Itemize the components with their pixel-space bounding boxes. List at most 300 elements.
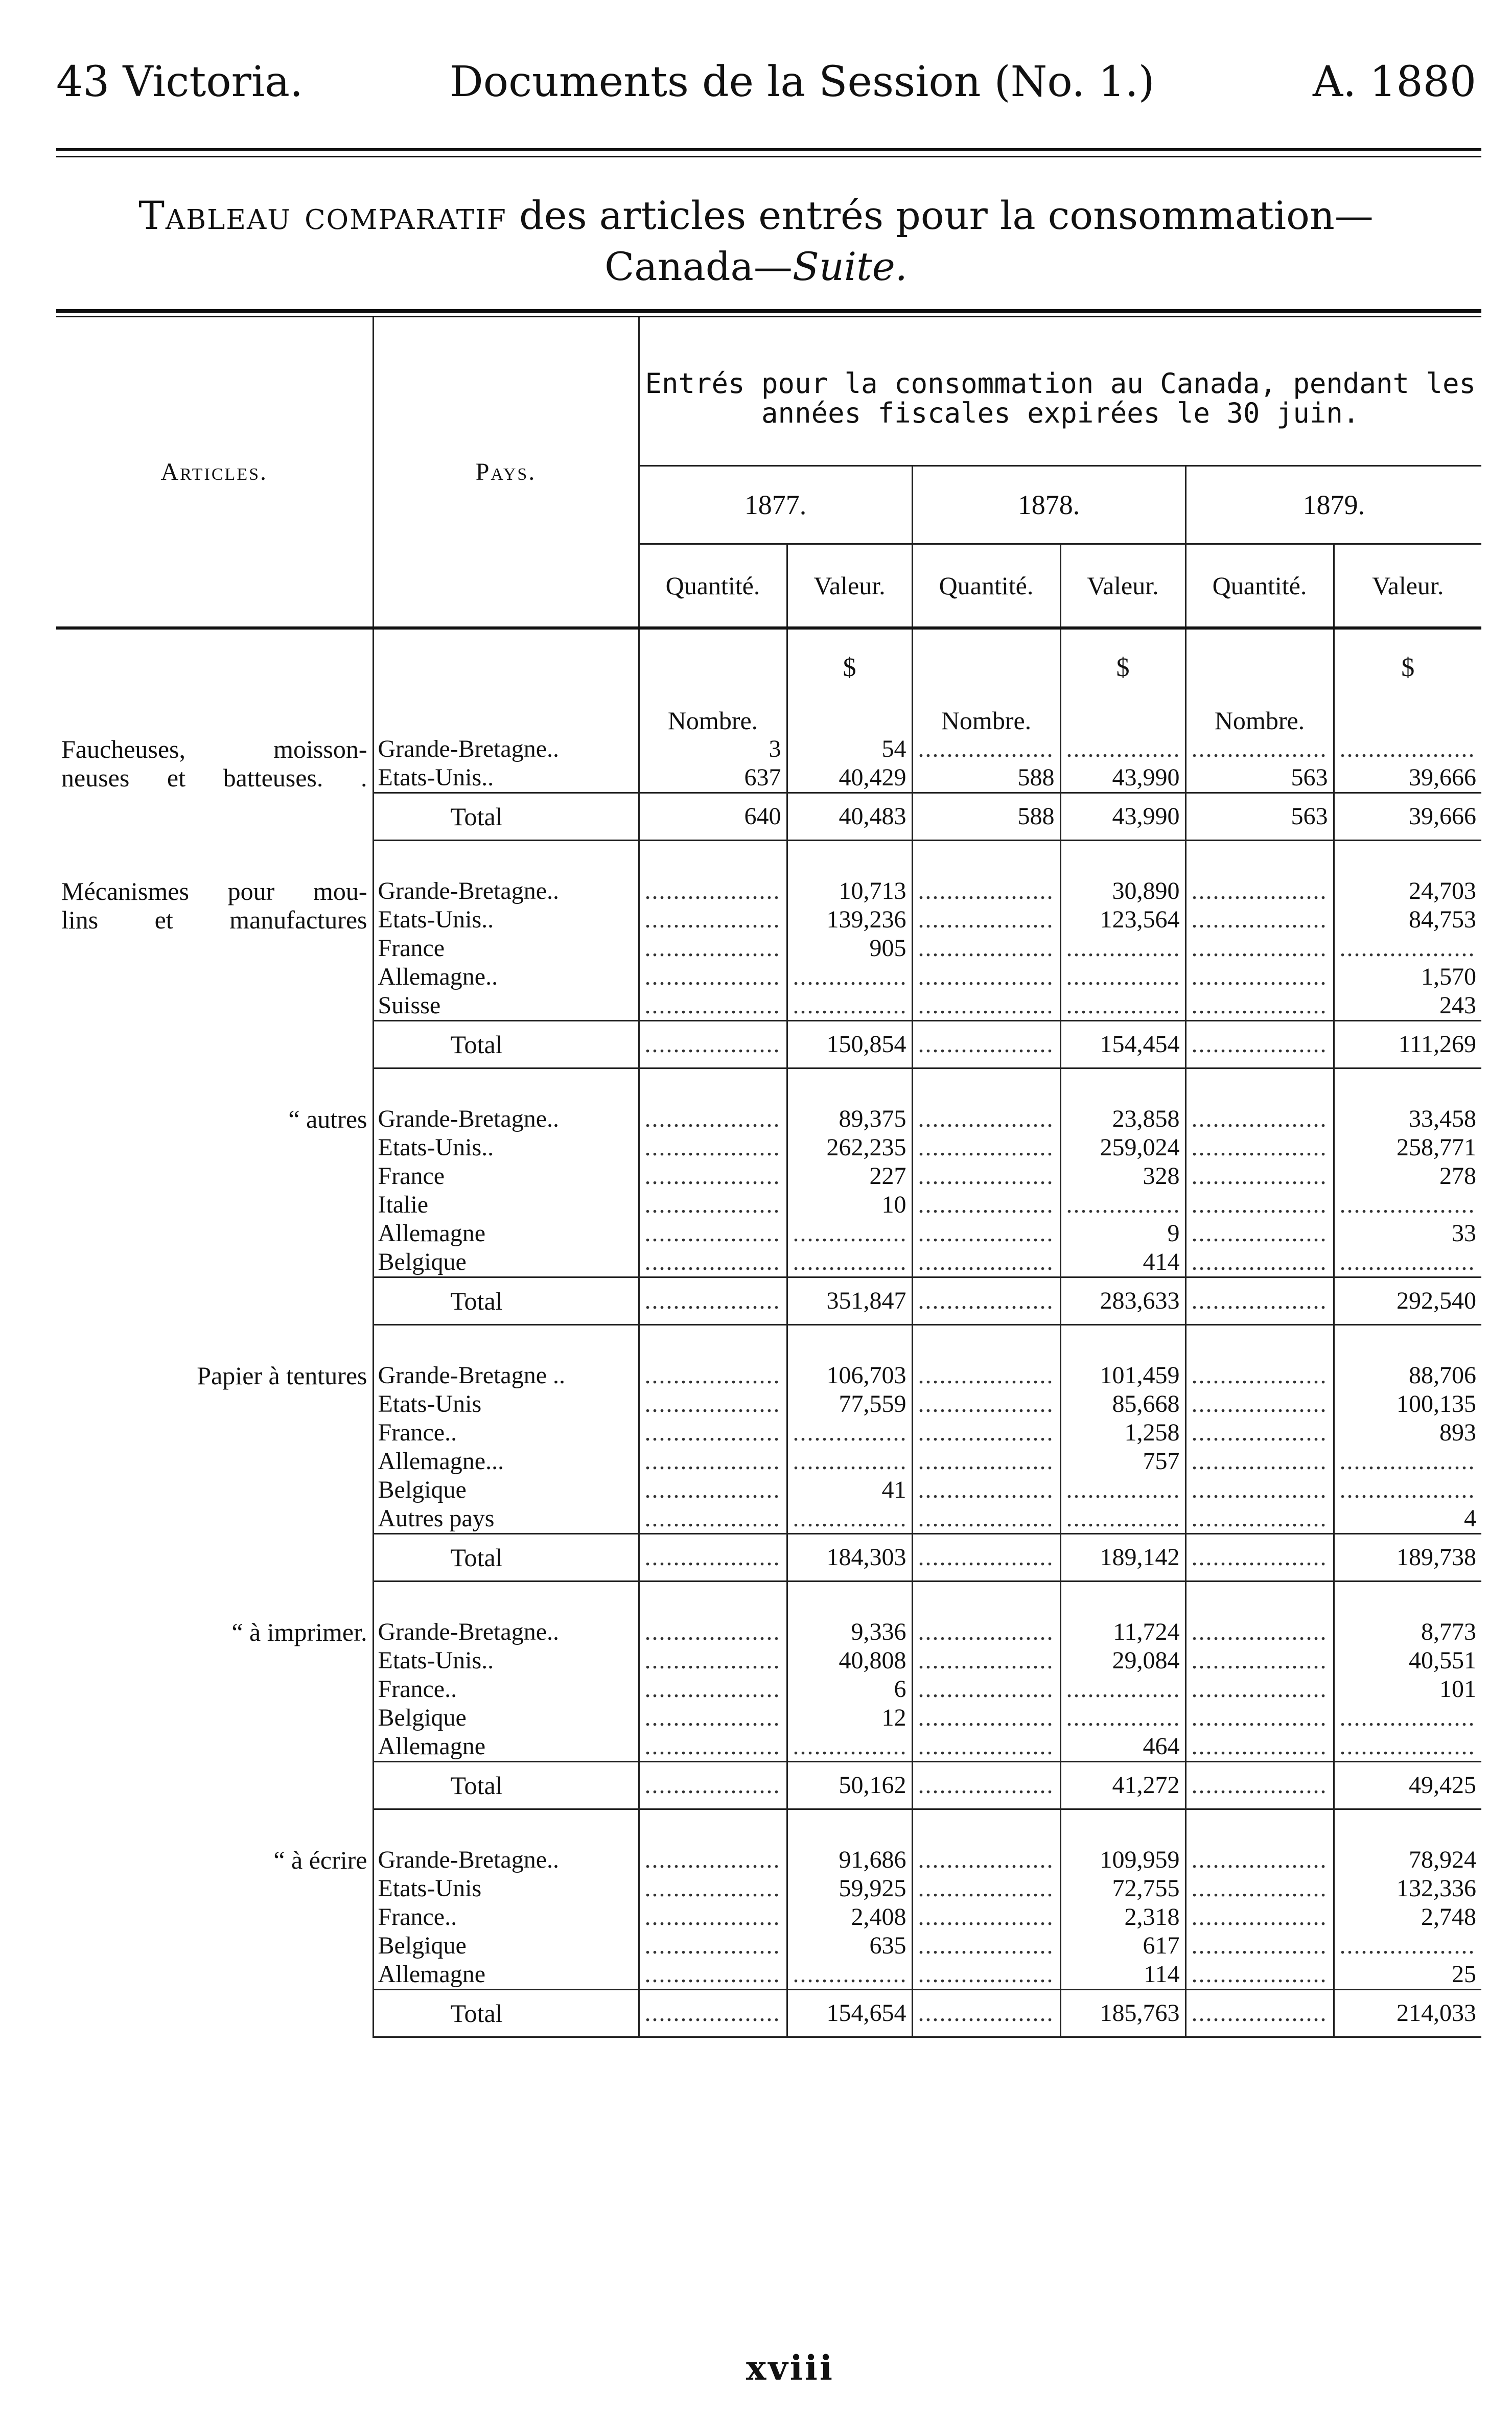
value: 243 (1439, 992, 1476, 1019)
value-cell-v1878 (1060, 1361, 1185, 1534)
value: 114 (1144, 1961, 1180, 1988)
total-cell-q1878 (912, 1990, 1060, 2037)
leader-dots (1187, 1390, 1328, 1418)
nombre-cell-v1878 (1060, 706, 1185, 735)
value: 101 (1439, 1676, 1476, 1703)
total-cell-v1879: 111,269 (1334, 1021, 1481, 1068)
total-label: Total (373, 1277, 639, 1325)
leader-dots (1187, 1447, 1328, 1476)
value-cell-q1879 (1185, 1618, 1334, 1762)
value: 2,408 (851, 1903, 906, 1930)
leader-dots (913, 1287, 1055, 1315)
leader-dots (913, 1618, 1055, 1646)
value: 1,570 (1421, 963, 1476, 990)
leader-dots (1187, 1903, 1328, 1932)
spacer-cell (56, 1068, 373, 1105)
page-number: xviii (746, 2348, 834, 2388)
value: 4 (1464, 1505, 1476, 1532)
leader-dots (1187, 905, 1328, 934)
nombre-cell-q1879: Nombre. (1185, 706, 1334, 735)
spacer-cell (1185, 1325, 1334, 1362)
value: 9 (1167, 1220, 1180, 1247)
value: 262,235 (826, 1134, 906, 1161)
value: 40,808 (839, 1647, 906, 1674)
total-cell-v1877: 50,162 (787, 1762, 912, 1809)
spacer-cell (912, 1325, 1060, 1362)
leader-dots (1061, 991, 1180, 1020)
leader-dots (1187, 1248, 1328, 1276)
country-list (373, 1846, 639, 1990)
leader-dots (913, 1476, 1055, 1504)
leader-dots (1187, 1543, 1328, 1572)
value: 1,258 (1124, 1419, 1180, 1446)
leader-dots (913, 1030, 1055, 1059)
value: 905 (869, 935, 906, 962)
leader-dots (640, 1846, 781, 1874)
article-line: neuses et batteuses. . (61, 763, 367, 792)
value: 8,773 (1421, 1618, 1476, 1645)
leader-dots (913, 934, 1055, 963)
leader-dots (1187, 1874, 1328, 1903)
leader-dots (1335, 1248, 1477, 1276)
value-cell-q1877 (639, 1105, 787, 1277)
leader-dots (640, 1675, 781, 1704)
value-cell-q1878 (912, 877, 1060, 1021)
country-name: Etats-Unis.. (378, 764, 494, 791)
leader-dots (1187, 1932, 1328, 1960)
spacer-cell (373, 1809, 639, 1846)
value: 41 (881, 1476, 906, 1503)
value-cell-v1879 (1334, 735, 1481, 793)
spacer-cell (373, 1581, 639, 1618)
spacer-cell (912, 1581, 1060, 1618)
value: 59,925 (839, 1875, 906, 1902)
spacer-row (56, 1068, 1481, 1105)
value: 464 (1143, 1733, 1180, 1760)
country-name: Grande-Bretagne.. (378, 1846, 559, 1873)
value: 617 (1143, 1932, 1180, 1959)
spacer-cell (787, 1325, 912, 1362)
leader-dots (1187, 1675, 1328, 1704)
country-name: Allemagne (378, 1733, 486, 1760)
leader-dots (913, 1418, 1055, 1447)
total-cell-q1877: 640 (639, 793, 787, 841)
country-list (373, 735, 639, 793)
country-name: France (378, 1162, 445, 1190)
value: 139,236 (826, 906, 906, 933)
value-cell-q1878 (912, 1105, 1060, 1277)
country-name: Allemagne... (378, 1448, 504, 1475)
leader-dots (1187, 1999, 1328, 2028)
leader-dots (1187, 735, 1328, 763)
leader-dots (1335, 1704, 1477, 1732)
spacer-row (56, 841, 1481, 877)
leader-dots (913, 1874, 1055, 1903)
leader-dots (640, 1960, 781, 1989)
value-cell-q1878 (912, 1361, 1060, 1534)
value: 72,755 (1112, 1875, 1180, 1902)
section-row (56, 877, 1481, 1021)
value: 132,336 (1397, 1875, 1476, 1902)
value-cell-v1879 (1334, 1846, 1481, 1990)
article-line: “ à écrire (273, 1846, 367, 1874)
country-name: Suisse (378, 992, 441, 1019)
value: 258,771 (1397, 1134, 1476, 1161)
title-suite: Suite. (792, 244, 908, 289)
country-list (373, 1618, 639, 1762)
leader-dots (913, 1675, 1055, 1704)
leader-dots (913, 1162, 1055, 1191)
total-row (56, 1762, 1481, 1809)
total-cell-q1879: 563 (1185, 793, 1334, 841)
leader-dots (640, 963, 781, 991)
total-row (56, 1021, 1481, 1068)
value: 10,713 (839, 877, 906, 904)
country-name: Autres pays (378, 1505, 495, 1532)
value-cell-v1878 (1060, 1618, 1185, 1762)
country-name: Etats-Unis (378, 1390, 482, 1417)
comparison-table-wrap (56, 317, 1481, 2038)
value-cell-v1878 (1060, 735, 1185, 793)
spacer-cell (639, 1809, 787, 1846)
leader-dots (913, 1447, 1055, 1476)
value: 12 (881, 1704, 906, 1731)
value: 637 (744, 764, 781, 791)
leader-dots (1187, 1504, 1328, 1533)
leader-dots (640, 1704, 781, 1732)
leader-dots (913, 1390, 1055, 1418)
leader-dots (913, 1999, 1055, 2028)
leader-dots (788, 1504, 906, 1533)
spacer-cell (373, 841, 639, 877)
value-cell-q1877 (639, 1846, 787, 1990)
spacer-cell (1185, 1068, 1334, 1105)
title-rule-thick (56, 309, 1481, 313)
sym-empty-q1877 (639, 628, 787, 706)
article-line: “ à imprimer. (231, 1618, 367, 1646)
spacer-row (56, 1809, 1481, 1846)
spacer-cell (1060, 1809, 1185, 1846)
leader-dots (1061, 963, 1180, 991)
total-empty-art (56, 1762, 373, 1809)
leader-dots (788, 1447, 906, 1476)
total-empty-art (56, 793, 373, 841)
leader-dots (913, 1191, 1055, 1219)
total-cell-v1878: 189,142 (1060, 1534, 1185, 1581)
total-label: Total (373, 1762, 639, 1809)
value-cell-v1879 (1334, 1618, 1481, 1762)
value: 106,703 (826, 1362, 906, 1389)
spacer-cell (912, 1809, 1060, 1846)
leader-dots (640, 1932, 781, 1960)
value: 29,084 (1112, 1647, 1180, 1674)
spacer-row (56, 1325, 1481, 1362)
leader-dots (1187, 963, 1328, 991)
entres-header: Entrés pour la consommation au Canada, pendant les années fiscales expirées le 30 juin. (639, 317, 1481, 466)
total-cell-v1877: 184,303 (787, 1534, 912, 1581)
spacer-cell (1060, 1325, 1185, 1362)
value: 414 (1143, 1248, 1180, 1275)
value-cell-v1878 (1060, 877, 1185, 1021)
leader-dots (640, 1287, 781, 1315)
value-cell-v1878 (1060, 1105, 1185, 1277)
article-label (56, 1105, 373, 1277)
leader-dots (788, 991, 906, 1020)
total-cell-q1879 (1185, 1762, 1334, 1809)
leader-dots (640, 1618, 781, 1646)
value: 77,559 (839, 1390, 906, 1417)
total-cell-q1878 (912, 1534, 1060, 1581)
total-cell-v1879: 292,540 (1334, 1277, 1481, 1325)
spacer-cell (1334, 1809, 1481, 1846)
col-pays: Pays. (373, 317, 639, 628)
leader-dots (788, 1960, 906, 1989)
total-cell-v1879: 214,033 (1334, 1990, 1481, 2037)
total-cell-q1879 (1185, 1990, 1334, 2037)
value: 85,668 (1112, 1390, 1180, 1417)
leader-dots (640, 905, 781, 934)
country-name: France.. (378, 1903, 457, 1930)
spacer-cell (787, 841, 912, 877)
leader-dots (788, 1219, 906, 1248)
total-row (56, 1277, 1481, 1325)
value: 54 (881, 735, 906, 762)
country-name: Etats-Unis.. (378, 906, 494, 933)
article-label (56, 1846, 373, 1990)
leader-dots (788, 963, 906, 991)
total-cell-q1879 (1185, 1277, 1334, 1325)
page-title (0, 190, 1512, 292)
leader-dots (1061, 934, 1180, 963)
leader-dots (788, 1248, 906, 1276)
spacer-cell (56, 1809, 373, 1846)
value: 123,564 (1100, 906, 1180, 933)
value: 23,858 (1112, 1105, 1180, 1132)
total-cell-v1879: 49,425 (1334, 1762, 1481, 1809)
country-name: France (378, 935, 445, 962)
leader-dots (1187, 1287, 1328, 1315)
value: 6 (894, 1676, 906, 1703)
col-quantite-1879: Quantité. (1185, 544, 1334, 629)
col-articles: Articles. (56, 317, 373, 628)
leader-dots (640, 1133, 781, 1162)
leader-dots (913, 1248, 1055, 1276)
value-cell-v1879 (1334, 877, 1481, 1021)
leader-dots (1061, 1675, 1180, 1704)
spacer-cell (639, 841, 787, 877)
leader-dots (913, 1219, 1055, 1248)
value: 588 (1017, 764, 1055, 791)
leader-dots (913, 1960, 1055, 1989)
value: 88,706 (1409, 1362, 1476, 1389)
leader-dots (640, 1732, 781, 1761)
spacer-cell (1060, 1581, 1185, 1618)
value-cell-q1878 (912, 1618, 1060, 1762)
country-list (373, 1361, 639, 1534)
sym-empty-pays (373, 628, 639, 706)
total-cell-q1879 (1185, 1021, 1334, 1068)
currency-1877: $ (787, 628, 912, 706)
section-row (56, 1846, 1481, 1990)
article-line: Mécanismes pour mou- (61, 877, 367, 905)
article-line: Papier à tentures (197, 1361, 367, 1390)
nombre-empty-art (56, 706, 373, 735)
value-cell-q1879 (1185, 1846, 1334, 1990)
country-name: Belgique (378, 1704, 467, 1731)
country-name: Grande-Bretagne.. (378, 1618, 559, 1645)
value-cell-q1877 (639, 877, 787, 1021)
currency-1878: $ (1060, 628, 1185, 706)
nombre-row (56, 706, 1481, 735)
country-name: Etats-Unis.. (378, 1134, 494, 1161)
leader-dots (640, 1771, 781, 1800)
leader-dots (1187, 1618, 1328, 1646)
leader-dots (1187, 1476, 1328, 1504)
value: 328 (1143, 1162, 1180, 1190)
leader-dots (1187, 1418, 1328, 1447)
leader-dots (1335, 1447, 1477, 1476)
spacer-cell (56, 1325, 373, 1362)
total-cell-q1877 (639, 1990, 787, 2037)
sym-empty-art (56, 628, 373, 706)
spacer-cell (1185, 1809, 1334, 1846)
value: 25 (1452, 1961, 1476, 1988)
total-row (56, 1990, 1481, 2037)
value: 30,890 (1112, 877, 1180, 904)
leader-dots (913, 1932, 1055, 1960)
value: 3 (769, 735, 781, 762)
total-label: Total (373, 1021, 639, 1068)
spacer-cell (1334, 841, 1481, 877)
leader-dots (1061, 1504, 1180, 1533)
value: 33 (1452, 1220, 1476, 1247)
leader-dots (1187, 1646, 1328, 1675)
value: 78,924 (1409, 1846, 1476, 1873)
leader-dots (640, 1105, 781, 1133)
col-valeur-1878: Valeur. (1060, 544, 1185, 629)
article-line: Faucheuses, moisson- (61, 735, 367, 763)
leader-dots (1061, 1191, 1180, 1219)
spacer-cell (56, 841, 373, 877)
value: 2,748 (1421, 1903, 1476, 1930)
country-name: Grande-Bretagne.. (378, 735, 559, 762)
value-cell-v1877 (787, 735, 912, 793)
total-cell-v1878: 283,633 (1060, 1277, 1185, 1325)
col-quantite-1877: Quantité. (639, 544, 787, 629)
leader-dots (1187, 1732, 1328, 1761)
value: 89,375 (839, 1105, 906, 1132)
header-rule-bottom (56, 156, 1481, 157)
sym-empty-q1879 (1185, 628, 1334, 706)
spacer-cell (912, 1068, 1060, 1105)
spacer-cell (1060, 841, 1185, 877)
leader-dots (1187, 1846, 1328, 1874)
total-cell-v1879: 189,738 (1334, 1534, 1481, 1581)
leader-dots (1061, 1476, 1180, 1504)
spacer-cell (787, 1809, 912, 1846)
total-cell-q1878 (912, 1277, 1060, 1325)
leader-dots (1187, 991, 1328, 1020)
leader-dots (1335, 1476, 1477, 1504)
value-cell-v1877 (787, 1618, 912, 1762)
value: 893 (1439, 1419, 1476, 1446)
article-label (56, 1361, 373, 1534)
leader-dots (913, 1543, 1055, 1572)
leader-dots (640, 1504, 781, 1533)
leader-dots (913, 1105, 1055, 1133)
leader-dots (913, 877, 1055, 905)
country-name: Etats-Unis.. (378, 1647, 494, 1674)
value: 33,458 (1409, 1105, 1476, 1132)
header-rule-top (56, 148, 1481, 151)
spacer-cell (639, 1068, 787, 1105)
spacer-cell (639, 1581, 787, 1618)
leader-dots (1335, 934, 1477, 963)
value: 10 (881, 1191, 906, 1218)
year-1878: 1878. (912, 466, 1185, 544)
spacer-cell (1334, 1325, 1481, 1362)
country-name: Belgique (378, 1932, 467, 1959)
total-cell-q1877 (639, 1021, 787, 1068)
value-cell-q1879 (1185, 1105, 1334, 1277)
country-name: Etats-Unis (378, 1875, 482, 1902)
country-name: Grande-Bretagne.. (378, 877, 559, 904)
col-valeur-1879: Valeur. (1334, 544, 1481, 629)
article-line: “ autres (288, 1105, 367, 1133)
value-cell-v1879 (1334, 1361, 1481, 1534)
spacer-cell (787, 1581, 912, 1618)
value-cell-q1878 (912, 735, 1060, 793)
total-cell-v1878: 41,272 (1060, 1762, 1185, 1809)
country-name: Belgique (378, 1248, 467, 1275)
leader-dots (640, 1219, 781, 1248)
value: 2,318 (1124, 1903, 1180, 1930)
country-name: Grande-Bretagne .. (378, 1362, 565, 1389)
header-left: 43 Victoria. (56, 58, 304, 106)
spacer-cell (639, 1325, 787, 1362)
value: 9,336 (851, 1618, 906, 1645)
country-name: Allemagne.. (378, 963, 498, 990)
leader-dots (1187, 1960, 1328, 1989)
currency-1879: $ (1334, 628, 1481, 706)
leader-dots (640, 1874, 781, 1903)
section-row (56, 735, 1481, 793)
article-line: lins et manufactures (61, 905, 367, 934)
leader-dots (913, 1771, 1055, 1800)
total-empty-art (56, 1534, 373, 1581)
value-cell-q1877 (639, 1618, 787, 1762)
header-right: A. 1880 (1312, 58, 1476, 106)
country-name: Allemagne (378, 1220, 486, 1247)
total-cell-q1878: 588 (912, 793, 1060, 841)
nombre-cell-v1877 (787, 706, 912, 735)
leader-dots (1187, 1191, 1328, 1219)
leader-dots (1187, 1219, 1328, 1248)
leader-dots (640, 934, 781, 963)
article-label (56, 735, 373, 793)
leader-dots (1187, 877, 1328, 905)
total-row (56, 793, 1481, 841)
section-row (56, 1361, 1481, 1534)
total-cell-q1878 (912, 1762, 1060, 1809)
spacer-cell (373, 1325, 639, 1362)
country-name: France.. (378, 1419, 457, 1446)
leader-dots (1061, 1704, 1180, 1732)
leader-dots (640, 1390, 781, 1418)
nombre-empty-pays (373, 706, 639, 735)
country-list (373, 877, 639, 1021)
value: 24,703 (1409, 877, 1476, 904)
